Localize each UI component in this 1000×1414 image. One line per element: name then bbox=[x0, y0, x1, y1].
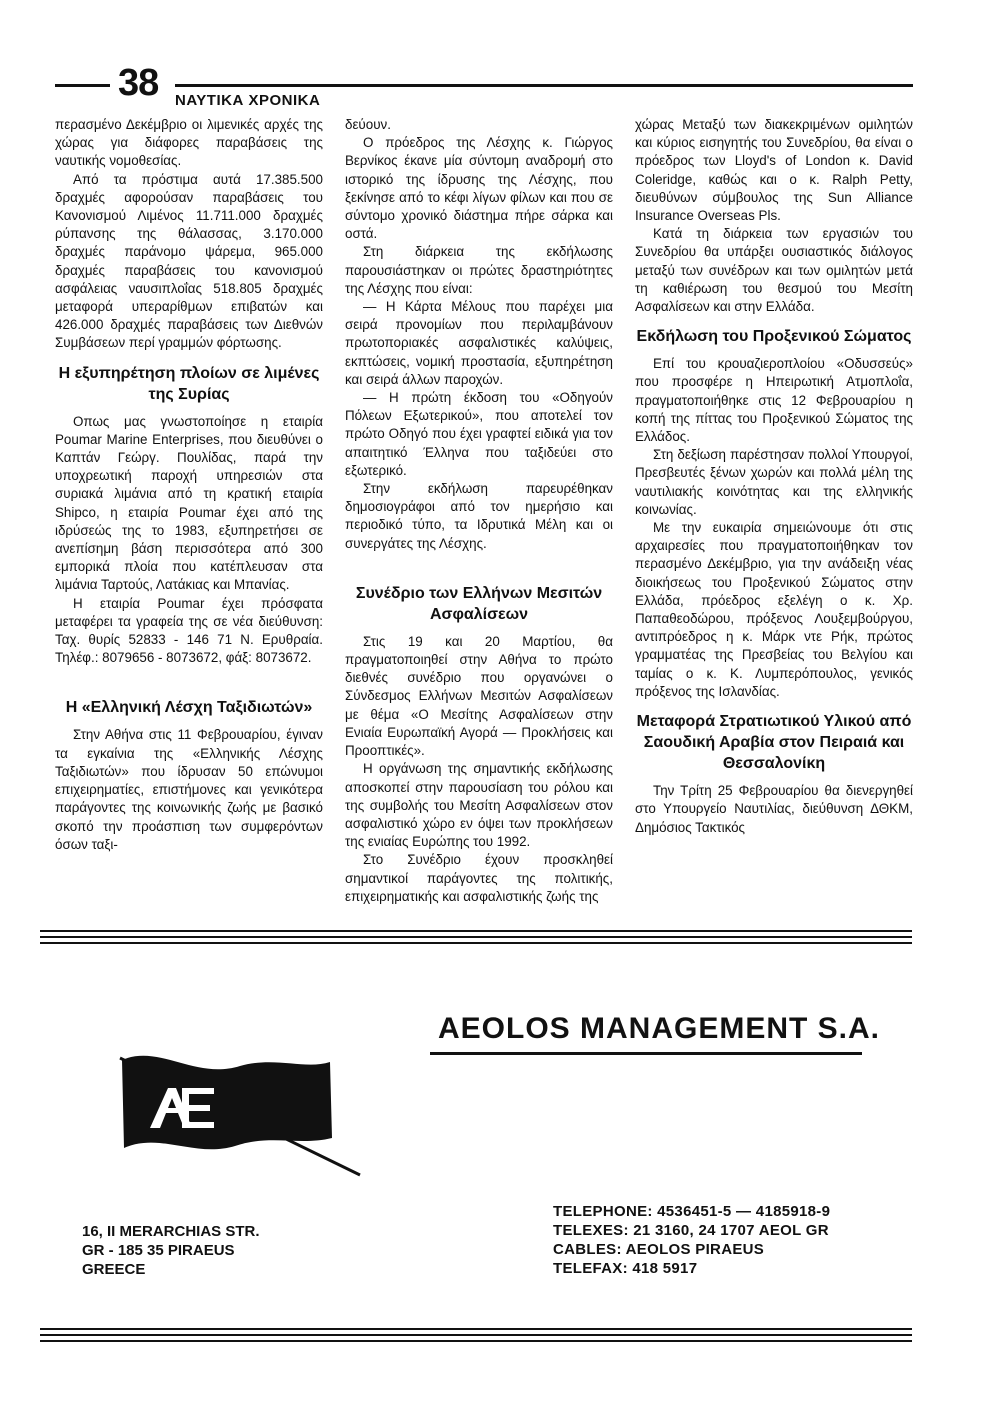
paragraph: Η εταιρία Poumar έχει πρόσφατα μεταφέρει τα γραφεία της σε νέα διεύθυνση: Ταχ. θυρίς 52833 - 146 71 Ν. Ερυθραία. Τηλέφ.: 8079656 - 8073672, φάξ: 8073672. bbox=[55, 595, 323, 666]
paragraph: Στην εκδήλωση παρευρέθηκαν δημοσιογράφοι από τον ημερήσιο και περιοδικό τύπο, τα Ιδρυτικά Μέλη και οι συνεργάτες της Λέσχης. bbox=[345, 481, 613, 551]
article-heading-insurance-brokers: Συνέδριο των Ελλήνων Μεσιτών Ασφαλίσεων bbox=[355, 584, 603, 623]
paragraph: Στη δεξίωση παρέστησαν πολλοί Υπουργοί, Πρεσβευτές ξένων χωρών και πολλά μέλη της ναυτιλιακής κοινότητας και της ελληνικής κοινωνίας. bbox=[635, 447, 913, 517]
article-heading-military-transport: Μεταφορά Στρατιωτικού Υλικού από Σαουδική Αραβία στον Πειραιά και Θεσσαλονίκη bbox=[636, 713, 912, 773]
flag-logo-icon bbox=[100, 1050, 370, 1185]
paragraph: Ο πρόεδρος της Λέσχης κ. Γιώργος Βερνίκος έκανε μία σύντομη αναδρομή στο ιστορικό της ίδρυσης της Λέσχης, που ξεκίνησε από το κέφι λίγων φίλων και που σε σύντομο χρονικό διάστημα πήρε σάρκα και οστά. bbox=[345, 135, 613, 242]
divider-rule bbox=[40, 1334, 912, 1336]
paragraph: Στη διάρκεια της εκδήλωσης παρουσιάστηκαν οι πρώτες δραστηριότητες της Λέσχης που είναι: bbox=[345, 244, 613, 296]
paragraph: δεύουν. bbox=[345, 117, 391, 132]
contact-line-cables: CABLES: AEOLOS PIRAEUS bbox=[553, 1241, 765, 1258]
paragraph: περασμένο Δεκέμβριο οι λιμενικές αρχές της χώρας για διάφορες παραβάσεις της ναυτικής νομοθεσίας. bbox=[55, 117, 323, 169]
paragraph: Η οργάνωση της σημαντικής εκδήλωσης αποσκοπεί στην παρουσίαση του ρόλου και της συμβολής του Μεσίτη Ασφαλίσεων στον ασφαλιστικό χώρο εν όψει των προκλήσεων της ενιαίας Ευρώπης του 1992. bbox=[345, 761, 613, 850]
article-heading-syria: Η εξυπηρέτηση πλοίων σε λιμένες της Συρίας bbox=[58, 364, 320, 403]
header-rule-left bbox=[55, 84, 110, 87]
contact-line-telefax: TELEFAX: 418 5917 bbox=[553, 1260, 698, 1277]
paragraph: Την Τρίτη 25 Φεβρουαρίου θα διενεργηθεί στο Υπουργείο Ναυτιλίας, διεύθυνση ΔΘΚΜ, Δημόσιος Τακτικός bbox=[635, 783, 913, 835]
paragraph: — Η Κάρτα Μέλους που παρέχει μια σειρά προνομίων που περιλαμβάνουν πρωτοποριακές ασφαλιστικές καλύψεις, εκπτώσεις, νομική προστασία, εξυπηρέτηση και σειρά άλλων παροχών. bbox=[345, 299, 613, 387]
paragraph: Στις 19 και 20 Μαρτίου, θα πραγματοποιηθεί στην Αθήνα το πρώτο διεθνές συνέδριο που οργανώνει ο Σύνδεσμος Ελλήνων Μεσιτών Ασφαλίσεων με θέμα «Ο Μεσίτης Ασφαλίσεων στην Ενιαία Ευρωπαϊκή Αγορά — Προκλήσεις και Προοπτικές». bbox=[345, 633, 613, 759]
contact-line-telexes: TELEXES: 21 3160, 24 1707 AEOL GR bbox=[553, 1222, 829, 1239]
divider-rule bbox=[40, 930, 912, 932]
ad-company-underline bbox=[430, 1052, 862, 1055]
ad-company-name: AEOLOS MANAGEMENT S.A. bbox=[438, 1012, 881, 1045]
address-line: 16, II MERARCHIAS STR. bbox=[82, 1223, 260, 1240]
divider-rule bbox=[40, 942, 912, 944]
article-heading-travellers-club: Η «Ελληνική Λέσχη Ταξιδιωτών» bbox=[65, 699, 313, 717]
address-line: GREECE bbox=[82, 1261, 146, 1278]
contact-line-telephone: TELEPHONE: 4536451-5 — 4185918-9 bbox=[553, 1203, 831, 1220]
paragraph: Κατά τη διάρκεια των εργασιών του Συνεδρίου θα υπάρξει ουσιαστικός διάλογος μεταξύ των συνέδρων και των ομιλητών μετά τη καθιέρωση του θεσμού του Μεσίτη Ασφαλίσεων και στην Ελλάδα. bbox=[635, 226, 913, 315]
address-line: GR - 185 35 PIRAEUS bbox=[82, 1242, 235, 1259]
divider-rule bbox=[40, 1328, 912, 1330]
article-column-1 bbox=[55, 116, 323, 854]
page-number: 38 bbox=[118, 62, 159, 104]
ad-address bbox=[82, 1222, 260, 1279]
paragraph: Οπως μας γνωστοποίησε η εταιρία Poumar Marine Enterprises, που διευθύνει ο Καπτάν Γεώργ. Πουλίδας, παρά την υποχρεωτική παροχή υπηρεσιών στα συριακά λιμάνια από τη κρατική εταιρία Shipco, η εταιρία Poumar έχει από της ιδρύσεώς της το 1983, εξυπηρετήσει σε ανεπίσημη βάση περισσότερα από 300 εμπορικά πλοία που κατέπλευσαν στα λιμάνια Ταρτούς, Λατάκιας και Μπανίας. bbox=[55, 413, 323, 593]
paragraph: Επί του κρουαζιεροπλοίου «Οδυσσεύς» που προσφέρε η Ηπειρωτική Ατμοπλοΐα, πραγματοποιήθηκε στις 12 Φεβρουαρίου η κοπή της πίττας του Προξενικού Σώματος της Ελλάδος. bbox=[635, 356, 913, 445]
paragraph: Στην Αθήνα στις 11 Φεβρουαρίου, έγιναν τα εγκαίνια της «Ελληνικής Λέσχης Ταξιδιωτών» που ίδρυσαν 50 επώνυμοι επιχειρηματίες, επιστήμονες και γενικότερα παράγοντες της κοινωνικής ζωής με βασικό σκοπό την προάσπιση των συμφερόντων όσων ταξι- bbox=[55, 727, 323, 852]
ad-contacts bbox=[553, 1202, 830, 1278]
divider-rule bbox=[40, 936, 912, 938]
paragraph: Στο Συνέδριο έχουν προσκληθεί σημαντικοί παράγοντες της πολιτικής, επιχειρηματικής και ασφαλιστικής ζωής της bbox=[345, 852, 613, 904]
article-column-2 bbox=[345, 116, 613, 906]
paragraph: χώρας Μεταξύ των διακεκριμένων ομιλητών και κύριος εισηγητής του Συνεδρίου, θα είναι ο πρόεδρος των Lloyd's of London κ. David Coleridge, καθώς και ο κ. Ralph Petty, διευθύνων σύμβουλος της Sun Alliance Insurance Overseas Pls. bbox=[635, 117, 913, 224]
magazine-name: ΝΑΥΤΙΚΑ ΧΡΟΝΙΚΑ bbox=[175, 92, 321, 109]
header-rule-right bbox=[175, 84, 913, 87]
divider-rule bbox=[40, 1340, 912, 1342]
paragraph: — Η πρώτη έκδοση του «Οδηγούν Πόλεων Εξωτερικού», που αποτελεί τον πρώτο Οδηγό που έχει γραφτεί ειδικά για τον απαιτητικό Έλληνα που ταξιδεύει στο εξωτερικό. bbox=[345, 390, 613, 478]
paragraph: Από τα πρόστιμα αυτά 17.385.500 δραχμές αφορούσαν παραβάσεις του Κανονισμού Λιμένος 11.711.000 δραχμές ρύπανσης της θάλασσας, 3.170.000 δραχμές παράνομο ψάρεμα, 965.000 δραχμές παραβάσεις του κανονισμού ασφάλειας ναυσιπλοΐας 518.805 δραχμές μεταφορά υπεραρίθμων επιβατών και 426.000 δραχμές παραβάσεις των Διεθνών Συμβάσεων περί γραμμών φόρτωσης. bbox=[55, 171, 323, 351]
article-heading-consular-corps: Εκδήλωση του Προξενικού Σώματος bbox=[636, 328, 912, 346]
paragraph: Με την ευκαιρία σημειώνουμε ότι στις αρχαιρεσίες που πραγματοποιήθηκαν τον περασμένο Δεκέμβριο, για την ανάδειξη νέας διοικήσεως του Προξενικού Σώματος στην Ελλάδα, πρόεδρος εξελέγη ο κ. Χρ. Παπαθεοδώρου, πρόξενος Λουξεμβούργου, αντιπρόεδρος η κ. Μάρκ ντε Ρήκ, πρώτος γραμματέας της Πρεσβείας του Βελγίου και ταμίας ο κ. Κ. Λυμπερόπουλος, γενικός πρόξενος της Ισλανδίας. bbox=[635, 520, 913, 699]
article-column-3 bbox=[635, 116, 913, 837]
